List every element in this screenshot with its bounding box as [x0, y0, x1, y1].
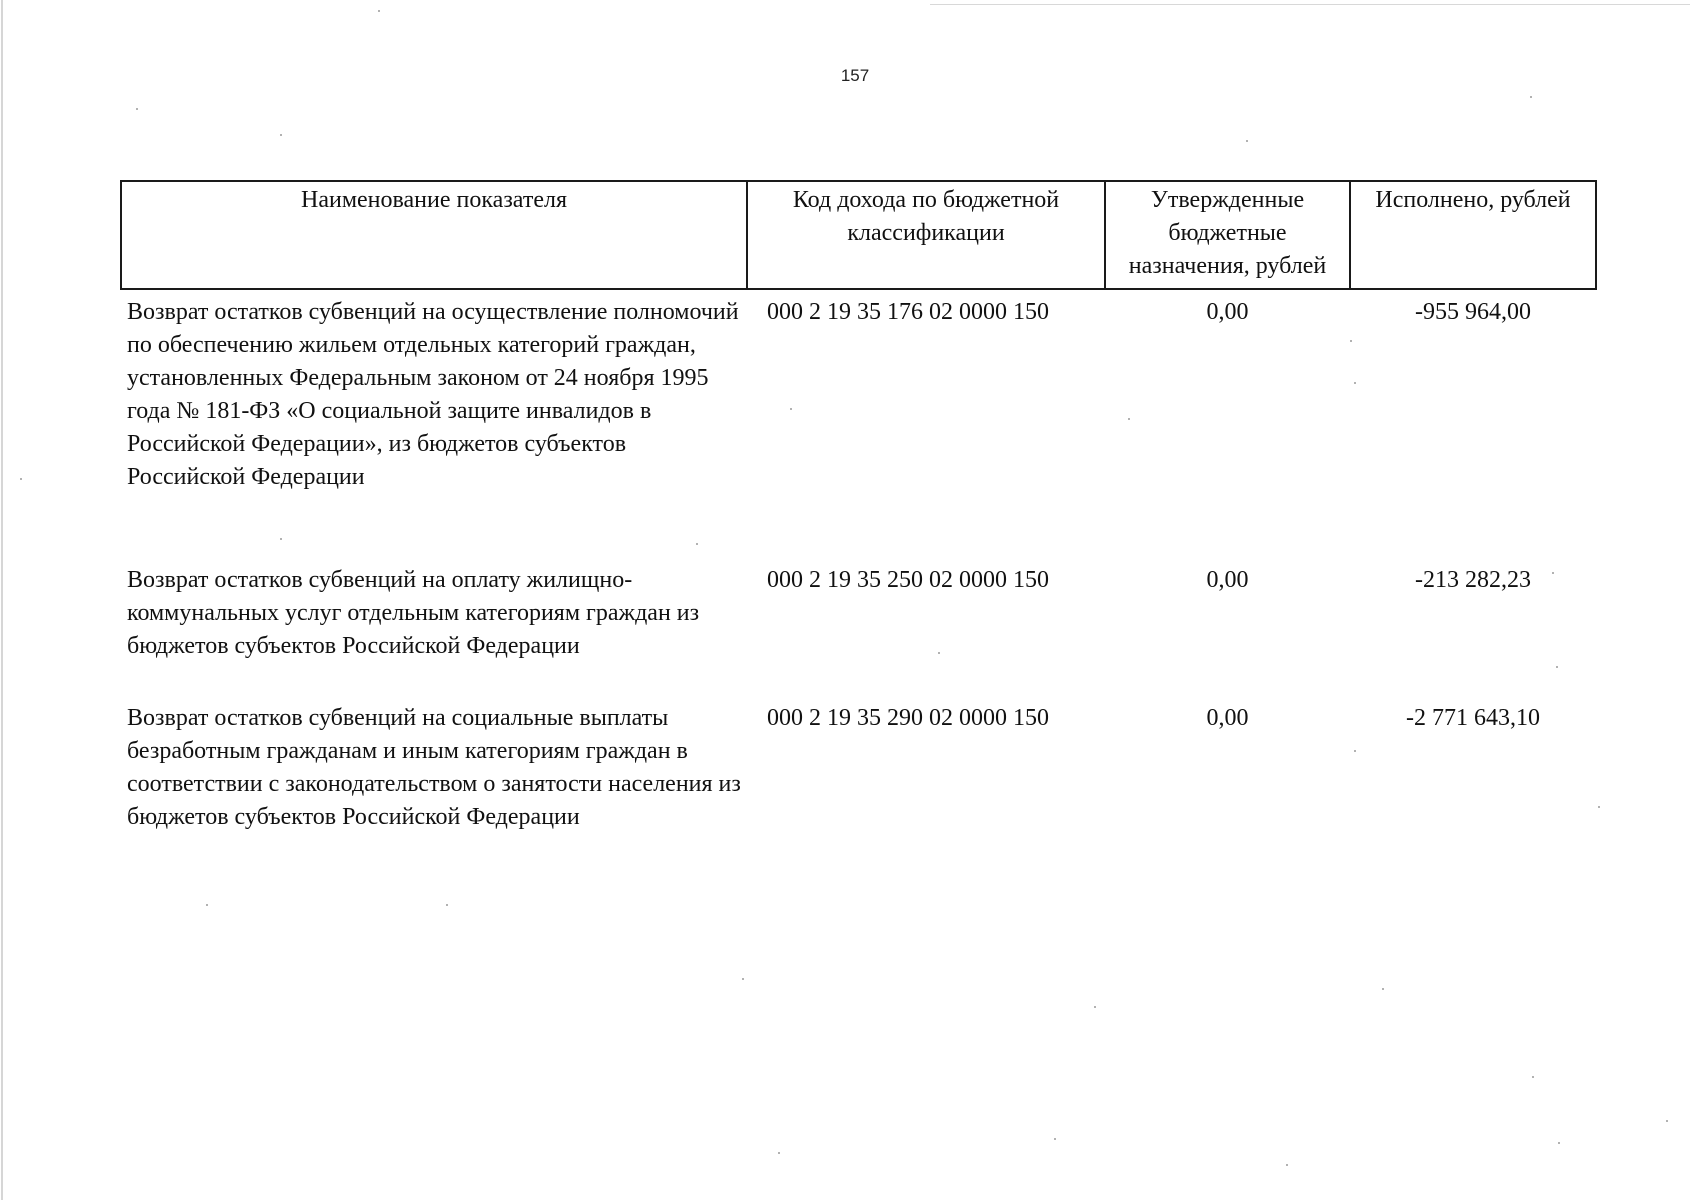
executed-amount-cell: -213 282,23 — [1415, 567, 1531, 593]
scan-top-edge — [930, 4, 1690, 5]
scan-left-edge — [1, 0, 3, 1200]
indicator-name-cell: Возврат остатков субвенций на осуществление полномочий по обеспечению жильем отдельных категорий граждан, установленных Федеральным законом от 24 ноября 1995 года № 181-ФЗ «О социальной защите инвалидов в Российской Федерации», из бюджетов субъектов Российской Федерации — [127, 299, 739, 490]
executed-amount-cell: -2 771 643,10 — [1406, 705, 1540, 731]
revenue-code-cell: 000 2 19 35 290 02 0000 150 — [767, 705, 1049, 731]
budget-report-table — [120, 180, 1597, 872]
table-row — [121, 564, 1596, 702]
revenue-code-cell: 000 2 19 35 250 02 0000 150 — [767, 567, 1049, 593]
header-approved-amount: Утвержденные бюджетные назначения, рублей — [1105, 181, 1350, 289]
header-revenue-code: Код дохода по бюджетной классификации — [747, 181, 1105, 289]
approved-amount-cell: 0,00 — [1206, 299, 1249, 325]
table-header — [121, 181, 1596, 289]
revenue-code-cell: 000 2 19 35 176 02 0000 150 — [767, 299, 1049, 325]
executed-amount-cell: -955 964,00 — [1415, 299, 1531, 325]
header-executed-amount: Исполнено, рублей — [1350, 181, 1596, 289]
page-number: 157 — [840, 66, 870, 85]
header-row — [121, 181, 1596, 289]
approved-amount-cell: 0,00 — [1206, 705, 1249, 731]
table-row — [121, 702, 1596, 872]
approved-amount-cell: 0,00 — [1206, 567, 1249, 593]
table-body — [121, 289, 1596, 872]
indicator-name-cell: Возврат остатков субвенций на социальные выплаты безработным гражданам и иным категориям граждан в соответствии с законодательством о занятости населения из бюджетов субъектов Российской Федерации — [127, 705, 741, 830]
indicator-name-cell: Возврат остатков субвенций на оплату жилищно-коммунальных услуг отдельным категориям граждан из бюджетов субъектов Российской Федерации — [127, 567, 700, 659]
header-indicator-name: Наименование показателя — [121, 181, 747, 289]
table-row — [121, 289, 1596, 564]
